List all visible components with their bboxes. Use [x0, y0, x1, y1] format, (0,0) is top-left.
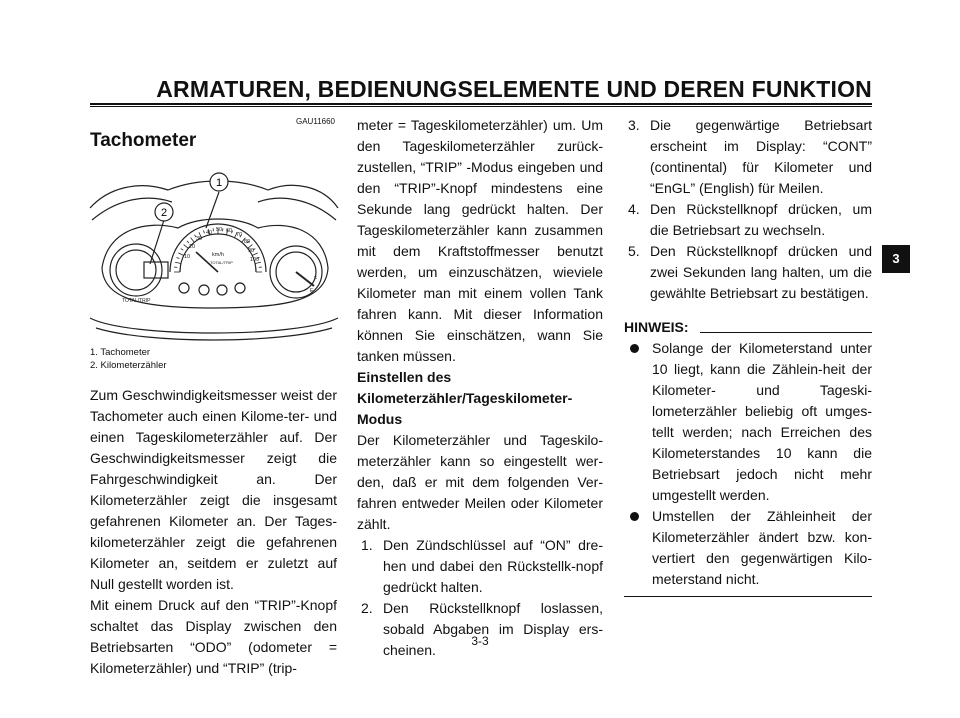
- note-rule: [700, 332, 872, 333]
- step-item: [357, 535, 603, 598]
- step-text: Den Rückstellknopf drücken und zwei Sekunden lang halten, um die gewählte Betriebsart zu bestätigen.: [650, 243, 872, 301]
- step-item: [357, 598, 603, 661]
- step-text: Den Rückstellknopf loslassen, sobald Abgaben im Display ers-cheinen.: [383, 600, 603, 658]
- note-title: HINWEIS:: [624, 319, 689, 335]
- bullet-icon: [630, 512, 639, 521]
- dial-label: 10: [184, 254, 191, 260]
- speedometer-illustration: [88, 168, 340, 344]
- dial-label: 90: [248, 248, 255, 254]
- step-text: Die gegenwärtige Betriebsart erscheint im Display: “CONT” (continental) für Kilometer und “EnGL” (English) für Meilen.: [650, 117, 872, 196]
- step-text: Den Rückstellknopf drücken, um die Betriebsart zu wechseln.: [650, 201, 872, 238]
- note-bullet: [624, 338, 872, 506]
- header-rule: [90, 103, 872, 105]
- text-column-3: [624, 115, 872, 597]
- section-title: Tachometer: [90, 130, 197, 151]
- paragraph: Der Kilometerzähler und Tageskilo-meterzähler kann so eingestellt wer-den, daß er mit dem folgenden Ver-fahren entweder Meilen oder Kilometer zählt.: [357, 432, 603, 532]
- dial-label: 40: [206, 230, 213, 236]
- chapter-header: ARMATUREN, BEDIENUNGSELEMENTE UND DEREN FUNKTION: [156, 76, 872, 102]
- dial-label: 30: [196, 236, 203, 242]
- section-code: GAU11660: [296, 117, 335, 126]
- dial-label: 60: [226, 228, 233, 234]
- dial-tick: [187, 241, 189, 243]
- figure-captions: [90, 346, 167, 372]
- callout-2-label: 2: [160, 207, 168, 219]
- dial-label: 100: [250, 257, 260, 263]
- step-item: [624, 115, 872, 199]
- paragraph: meter = Tageskilometerzähler) um. Um den Tageskilometerzähler zurück-zustellen, “TRIP” -Modus eingeben und den “TRIP”-Knopf mindestens eine Sekunde lang gedrückt halten. Der Tageskilometerzähler kann zusammen mit dem Kraftstoffmesser benutzt werden, um einzuschätzen, wieviele Kilometer man mit einem vollen Tank fahren kann. Mit dieser Information können Sie einschätzen, wann Sie tanken müssen.: [357, 117, 603, 364]
- bullet-text: Umstellen der Zähleinheit der Kilometerzähler ändert bzw. kon-vertiert den gegenwärtigen Kilo-meterstand nicht.: [652, 508, 872, 587]
- chapter-tab: 3: [882, 245, 910, 273]
- note-end-rule: [624, 596, 872, 597]
- step-number: 5.: [628, 243, 640, 259]
- totaltrip-label: TOTAL/TRIP: [122, 298, 151, 304]
- caption-1: 1. Tachometer: [90, 347, 151, 358]
- dial-tick: [203, 230, 204, 233]
- step-item: [624, 199, 872, 241]
- dial-label: TOTAL/TRIP: [210, 260, 233, 265]
- dial-tick: [176, 257, 179, 258]
- dial-tick: [181, 249, 184, 251]
- dial-tick: [175, 262, 181, 263]
- step-number: 2.: [361, 600, 373, 616]
- bullet-icon: [630, 344, 639, 353]
- note-bullet: [624, 506, 872, 590]
- step-number: 1.: [361, 537, 373, 553]
- subheading: Einstellen des Kilometerzähler/Tageskilometer-Modus: [357, 369, 573, 427]
- fuel-full-label: F: [314, 276, 318, 282]
- dial-tick: [178, 253, 183, 256]
- caption-2: 2. Kilometerzähler: [90, 360, 167, 371]
- bullet-text: Solange der Kilometerstand unter 10 liegt, kann die Zählein-heit der Kilometer- und Tageski-lometerzähler beliebig oft umges-tellt werden; nach Erreichen des Kilometerstandes 10 kann die Betriebsart jedoch nicht mehr umgestellt werden.: [652, 340, 872, 503]
- step-item: [624, 241, 872, 304]
- dial-label: 70: [236, 232, 243, 238]
- dial-label: 50: [216, 227, 223, 233]
- dial-label: km/h: [212, 252, 224, 258]
- dial-label: 80: [244, 239, 251, 245]
- dial-label: 20: [189, 244, 196, 250]
- step-number: 4.: [628, 201, 640, 217]
- paragraph: Zum Geschwindigkeitsmesser weist der Tachometer auch einen Kilome-ter- und einen Tageskilometerzähler auf. Der Geschwindigkeitsmesser zeigt die Fahrgeschwindigkeit an. Der Kilometerzähler zeigt die insgesamt gefahrenen Kilometer an. Der Tages-kilometerzähler zeigt die gefahrenen Kilometer an, seitdem er zuletzt auf Null gestellt worden ist.: [90, 387, 337, 592]
- header-rule-thin: [90, 106, 872, 107]
- step-number: 3.: [628, 117, 640, 133]
- paragraph: Mit einem Druck auf den “TRIP”-Knopf schaltet das Display zwischen den Betriebsarten “ODO” (odometer = Kilometerzähler) und “TRIP” (trip-: [90, 597, 337, 676]
- dial-tick: [184, 245, 189, 249]
- dial-tick: [191, 238, 195, 243]
- text-column-2: [357, 115, 603, 661]
- step-text: Den Zündschlüssel auf “ON” dre-hen und dabei den Rückstellk-nopf gedrückt halten.: [383, 537, 603, 595]
- note-heading: [624, 317, 872, 338]
- fuel-empty-label: E: [310, 288, 314, 294]
- page-number: 3-3: [471, 634, 489, 648]
- callout-1-label: 1: [215, 177, 223, 189]
